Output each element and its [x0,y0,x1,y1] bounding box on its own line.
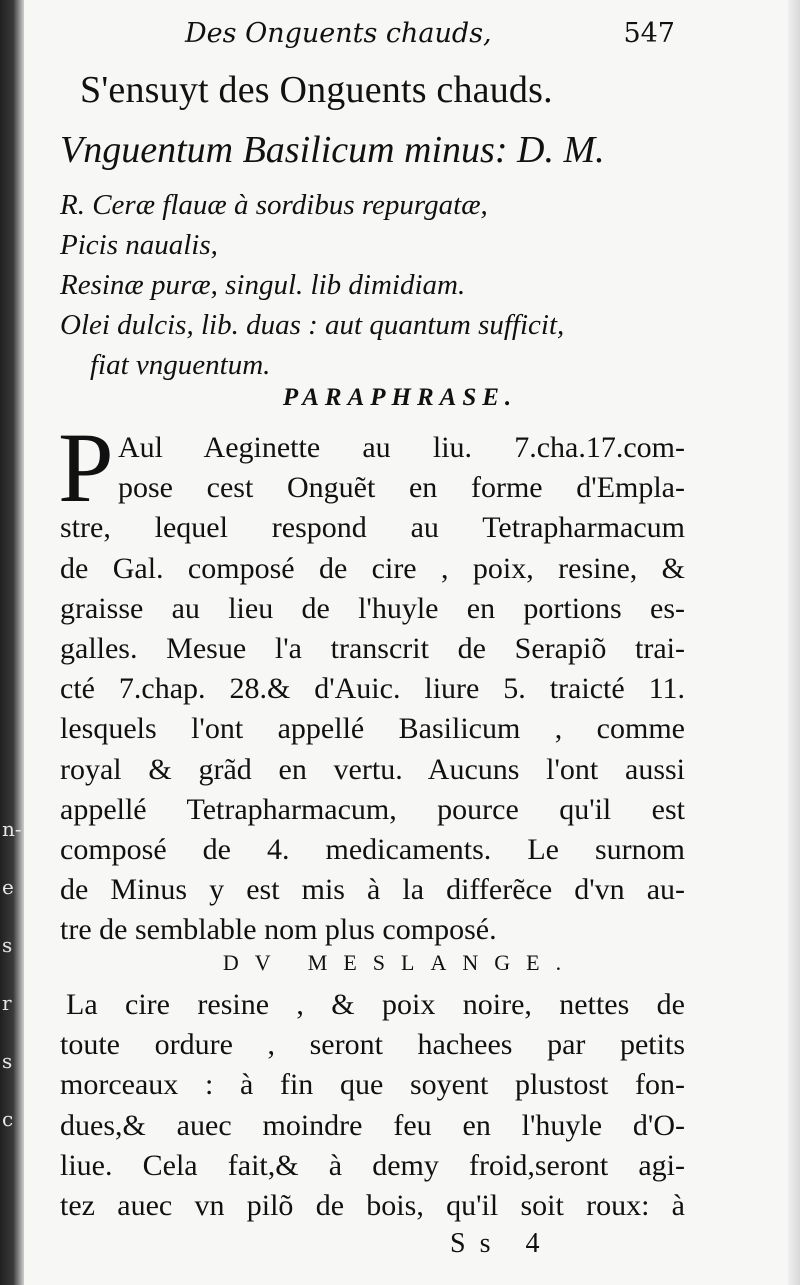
gutter-mark: s [2,1049,13,1073]
meslange-heading: DV MESLANGE. [222,950,578,975]
text-line: graisse au lieu de l'huyle en portions es- [60,591,685,625]
page-number: 547 [623,18,675,49]
text-line: de Gal. composé de cire , poix, resine, & [60,551,685,585]
section-title: S'ensuyt des Onguents chauds. [80,69,553,111]
paraphrase-heading: PARAPHRASE. [282,384,518,411]
running-head-title: Des Onguents chauds, [185,18,492,49]
text-line: pose cest Onguẽt en forme d'Empla- [118,471,685,505]
gutter-mark: c [2,1107,14,1131]
text-line: cté 7.chap. 28.& d'Auic. liure 5. traicté 11. [60,672,685,706]
recipe-title: Vnguentum Basilicum minus: D. M. [60,129,605,171]
recipe-line: R. Ceræ flauæ à sordibus repurgatæ, [60,189,488,221]
text-line: tez auec vn pilõ de bois, qu'il soit roux: à [60,1189,685,1223]
text-line: galles. Mesue l'a transcrit de Serapiõ trai- [60,632,685,666]
gutter-mark: r [2,991,12,1015]
text-line: morceaux : à fin que soyent plustost fon- [60,1068,685,1102]
signature-mark: Ss 4 [450,1228,554,1259]
running-head [185,18,675,58]
gutter-mark: e [2,875,14,899]
text-line: dues,& auec moindre feu en l'huyle d'O- [60,1108,685,1142]
text-line: Aul Aeginette au liu. 7.cha.17.com- [118,431,685,464]
text-line: stre, lequel respond au Tetrapharmacum [60,511,685,545]
gutter-mark: n- [2,817,22,841]
recipe-line: Picis naualis, [60,229,218,261]
text-line: lesquels l'ont appellé Basilicum , comme [60,712,685,746]
recipe-line: Resinæ puræ, singul. lib dimidiam. [60,269,466,301]
page-edge [788,0,800,1285]
drop-cap: P [58,412,114,523]
recipe-line: Olei dulcis, lib. duas : aut quantum sufficit, [60,309,565,341]
gutter-mark: s [2,933,13,957]
text-line: de Minus y est mis à la differẽce d'vn au- [60,873,685,907]
text-line: La cire resine , & poix noire, nettes de [66,988,685,1021]
paraphrase-paragraph [60,428,685,951]
text-line: liue. Cela fait,& à demy froid,seront agi- [60,1148,685,1182]
text-line: composé de 4. medicaments. Le surnom [60,833,685,867]
recipe-block [60,185,690,385]
meslange-paragraph [60,985,685,1226]
text-line: royal & grãd en vertu. Aucuns l'ont aussi [60,752,685,786]
text-line: toute ordure , seront hachees par petits [60,1028,685,1062]
text-line: tre de semblable nom plus composé. [60,913,497,947]
binding-gutter [0,0,24,1285]
text-line: appellé Tetrapharmacum, pource qu'il est [60,792,685,826]
recipe-line: fiat vnguentum. [90,349,271,381]
